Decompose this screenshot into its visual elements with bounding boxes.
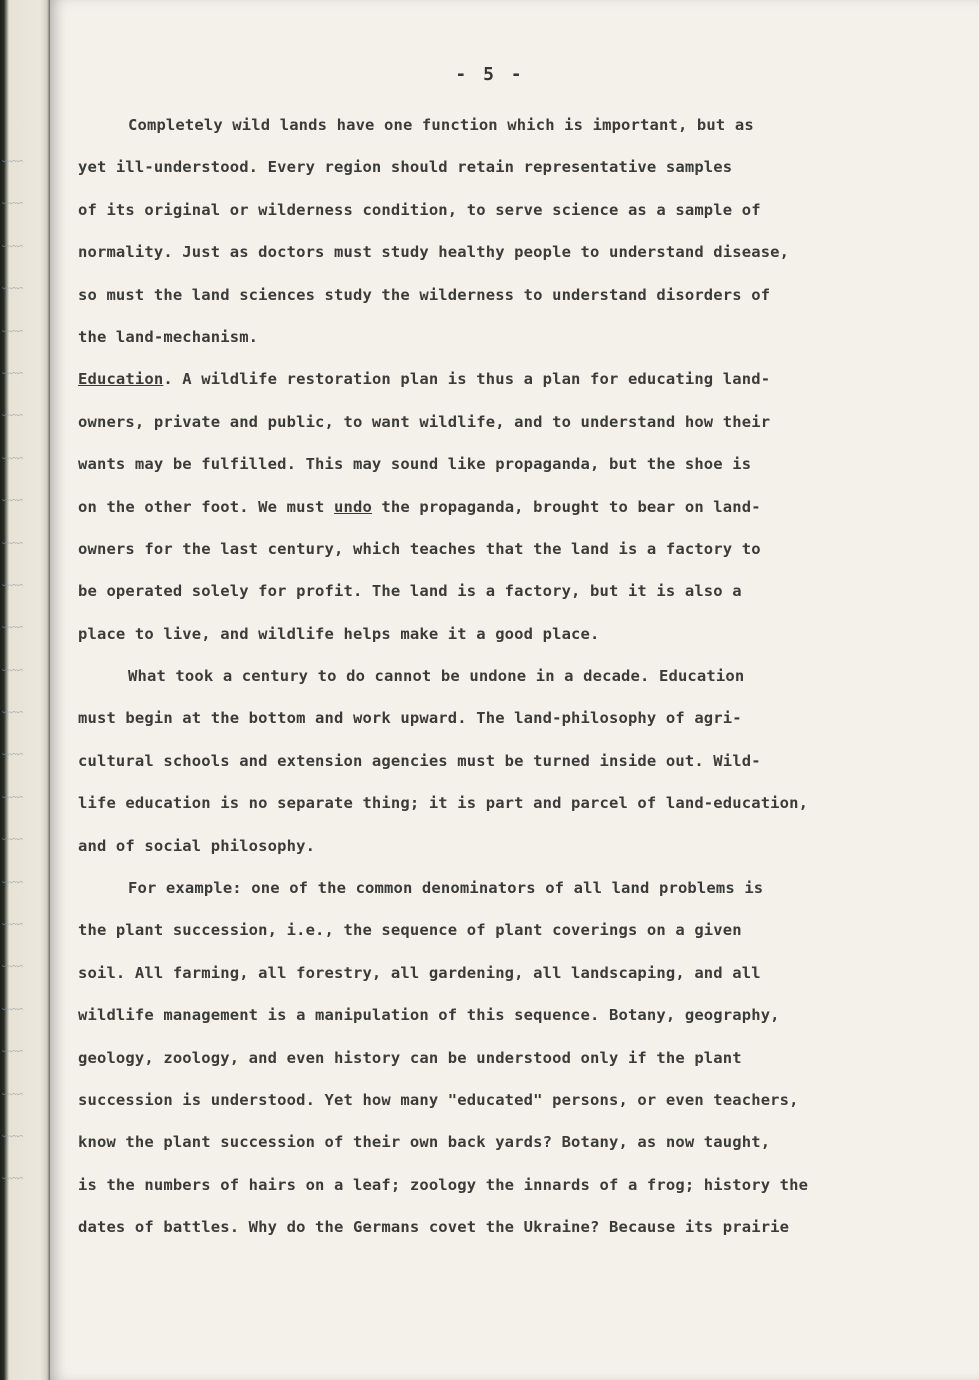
text-line: [78, 1121, 908, 1163]
text-segment: is the numbers of hairs on a leaf; zoology the innards of a frog; history the: [78, 1175, 809, 1194]
text-segment: wildlife management is a manipulation of this sequence. Botany, geography,: [78, 1006, 780, 1025]
text-line: [78, 952, 908, 994]
text-line: [78, 740, 908, 782]
text-line: [78, 189, 908, 231]
paragraph: [78, 358, 908, 655]
text-segment: succession is understood. Yet how many "educated" persons, or even teachers,: [78, 1090, 799, 1109]
text-line: [78, 358, 908, 400]
text-segment: and of social philosophy.: [78, 836, 316, 855]
text-segment: . A wildlife restoration plan is thus a plan for educating land-: [163, 370, 771, 389]
text-segment: soil. All farming, all forestry, all gardening, all landscaping, and all: [78, 963, 761, 982]
text-line: [78, 867, 908, 909]
text-segment: dates of battles. Why do the Germans covet the Ukraine? Because its prairie: [78, 1218, 790, 1237]
text-line: [78, 570, 908, 612]
text-line: [78, 401, 908, 443]
paragraph: [78, 104, 908, 358]
text-segment: so must the land sciences study the wilderness to understand disorders of: [78, 285, 771, 304]
text-segment: must begin at the bottom and work upward. The land-philosophy of agri-: [78, 709, 742, 728]
text-segment: What took a century to do cannot be undone in a decade. Education: [128, 667, 745, 686]
text-segment: owners for the last century, which teaches that the land is a factory to: [78, 539, 761, 558]
text-line: [78, 782, 908, 824]
text-line: [78, 994, 908, 1036]
text-segment: of its original or wilderness condition, to serve science as a sample of: [78, 200, 761, 219]
text-line: [78, 1164, 908, 1206]
text-line: [78, 104, 908, 146]
text-segment: owners, private and public, to want wildlife, and to understand how their: [78, 412, 771, 431]
text-line: [78, 316, 908, 358]
book-binding: [0, 0, 50, 1380]
text-segment: be operated solely for profit. The land is a factory, but it is also a: [78, 582, 742, 601]
underlined-text: undo: [334, 497, 372, 516]
text-segment: place to live, and wildlife helps make it a good place.: [78, 624, 600, 643]
paragraph: [78, 655, 908, 867]
text-line: [78, 1079, 908, 1121]
paragraph: [78, 867, 908, 1249]
text-segment: on the other foot. We must: [78, 497, 335, 516]
text-line: [78, 655, 908, 697]
text-line: [78, 231, 908, 273]
facing-page-bleed-through: ~~~ ~~~ ~~~ ~~~ ~~~ ~~~ ~~~ ~~~ ~~~ ~~~ ~~~ ~~~ ~~~ ~~~ ~~~ ~~~ ~~~ ~~~ ~~~ ~~~ ~~~ ~~~ ~~~ ~~~ ~~~: [2, 153, 24, 1186]
underlined-text: Education: [78, 370, 164, 389]
text-segment: the land-mechanism.: [78, 327, 259, 346]
text-segment: the plant succession, i.e., the sequence of plant coverings on a given: [78, 921, 742, 940]
page-number: - 5 -: [455, 64, 525, 85]
text-segment: cultural schools and extension agencies must be turned inside out. Wild-: [78, 751, 761, 770]
text-line: [78, 443, 908, 485]
text-segment: the propaganda, brought to bear on land-: [371, 497, 761, 516]
text-line: [78, 486, 908, 528]
text-line: [78, 1037, 908, 1079]
text-segment: yet ill-understood. Every region should retain representative samples: [78, 158, 733, 177]
text-line: [78, 697, 908, 739]
text-line: [78, 825, 908, 867]
text-segment: know the plant succession of their own back yards? Botany, as now taught,: [78, 1133, 771, 1152]
text-segment: life education is no separate thing; it is part and parcel of land-education,: [78, 794, 809, 813]
page-body: [78, 104, 908, 1249]
text-line: [78, 613, 908, 655]
text-segment: wants may be fulfilled. This may sound like propaganda, but the shoe is: [78, 455, 752, 474]
typed-page: [50, 0, 979, 1380]
text-segment: normality. Just as doctors must study healthy people to understand disease,: [78, 243, 790, 262]
text-segment: geology, zoology, and even history can be understood only if the plant: [78, 1048, 742, 1067]
text-segment: Completely wild lands have one function which is important, but as: [128, 116, 754, 134]
text-segment: For example: one of the common denominators of all land problems is: [128, 879, 764, 898]
text-line: [78, 1206, 908, 1248]
text-line: [78, 528, 908, 570]
text-line: [78, 274, 908, 316]
text-line: [78, 146, 908, 188]
text-line: [78, 909, 908, 951]
